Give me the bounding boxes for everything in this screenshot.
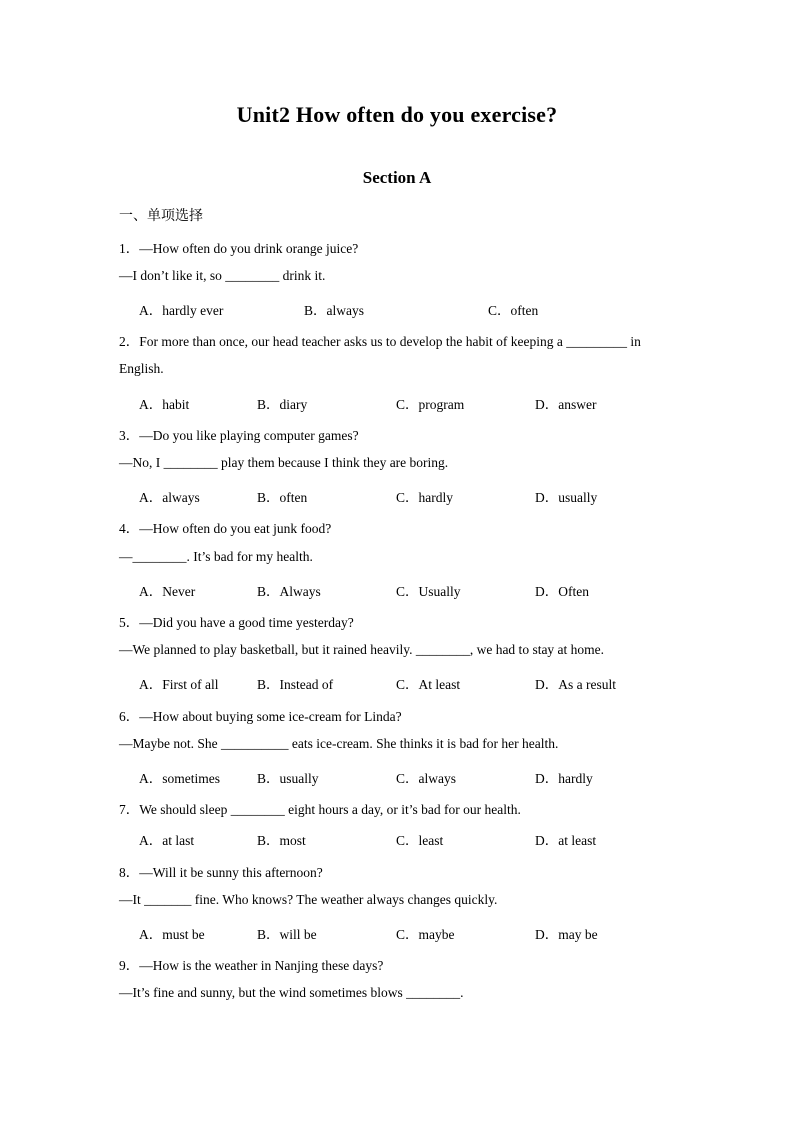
question-9-stem: 9．—How is the weather in Nanjing these days? [119,958,384,973]
part-heading: 一、单项选择 [119,208,203,224]
question-1-option-c[interactable]: C．often [488,303,539,318]
question-6-option-c[interactable]: C．always [396,771,456,786]
question-1-option-b[interactable]: B．always [304,303,364,318]
question-8-line2: —It _______ fine. Who knows? The weather always changes quickly. [119,892,498,907]
question-5-option-b[interactable]: B．Instead of [257,677,334,692]
question-4-option-a[interactable]: A．Never [139,584,196,599]
question-4-option-b[interactable]: B．Always [257,584,321,599]
page-title: Unit2 How often do you exercise? [236,102,558,127]
question-2-option-d[interactable]: D．answer [535,397,597,412]
question-8-option-d[interactable]: D．may be [535,927,598,942]
question-4-stem: 4．—How often do you eat junk food? [119,521,332,536]
question-1-stem: 1．—How often do you drink orange juice? [119,241,359,256]
question-3-option-a[interactable]: A．always [139,490,200,505]
question-2-stem: 2．For more than once, our head teacher asks us to develop the habit of keeping a _________ in [119,334,641,349]
question-1-option-a[interactable]: A．hardly ever [139,303,224,318]
question-7-option-c[interactable]: C．least [396,833,444,848]
question-8-option-c[interactable]: C．maybe [396,927,455,942]
question-8-stem: 8．—Will it be sunny this afternoon? [119,865,323,880]
question-7-option-b[interactable]: B．most [257,833,306,848]
question-6-line2: —Maybe not. She __________ eats ice-cream. She thinks it is bad for her health. [119,736,559,751]
question-2-line2: English. [119,361,164,376]
question-5-stem: 5．—Did you have a good time yesterday? [119,615,354,630]
question-3-stem: 3．—Do you like playing computer games? [119,428,359,443]
question-7-option-a[interactable]: A．at last [139,833,195,848]
question-3-line2: —No, I ________ play them because I think they are boring. [119,455,449,470]
question-7-option-d[interactable]: D．at least [535,833,597,848]
question-5-option-a[interactable]: A．First of all [139,677,219,692]
section-title: Section A [362,168,432,187]
question-4-option-d[interactable]: D．Often [535,584,589,599]
question-8-option-b[interactable]: B．will be [257,927,317,942]
question-8-option-a[interactable]: A．must be [139,927,205,942]
question-6-stem: 6．—How about buying some ice-cream for Linda? [119,709,402,724]
question-3-option-b[interactable]: B．often [257,490,308,505]
question-6-option-d[interactable]: D．hardly [535,771,593,786]
question-6-option-a[interactable]: A．sometimes [139,771,220,786]
question-4-option-c[interactable]: C．Usually [396,584,461,599]
question-4-line2: —________. It’s bad for my health. [119,549,313,564]
question-2-option-b[interactable]: B．diary [257,397,308,412]
question-6-option-b[interactable]: B．usually [257,771,319,786]
question-5-line2: —We planned to play basketball, but it rained heavily. ________, we had to stay at home. [119,642,605,657]
question-5-option-c[interactable]: C．At least [396,677,461,692]
question-5-option-d[interactable]: D．As a result [535,677,616,692]
question-2-option-c[interactable]: C．program [396,397,465,412]
question-9-line2: —It’s fine and sunny, but the wind sometimes blows ________. [119,985,464,1000]
question-3-option-d[interactable]: D．usually [535,490,598,505]
question-1-line2: —I don’t like it, so ________ drink it. [119,268,326,283]
question-2-option-a[interactable]: A．habit [139,397,190,412]
question-3-option-c[interactable]: C．hardly [396,490,453,505]
question-7-stem: 7．We should sleep ________ eight hours a day, or it’s bad for our health. [119,802,521,817]
